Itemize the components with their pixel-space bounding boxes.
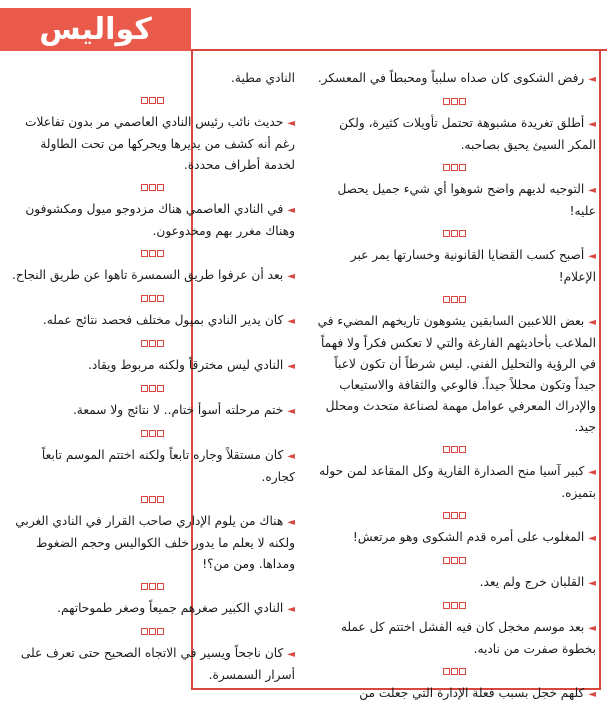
news-item-text: في النادي العاصمي هناك مزدوجو ميول ومكشوفون وهناك مغرر بهم ومخدوعون. [25,202,295,238]
separator-squares [10,380,295,396]
separator-squares [312,441,596,457]
square-icon [157,295,164,302]
square-icon [149,250,156,257]
news-item [312,683,596,705]
square-icon [459,230,466,237]
square-icon [149,628,156,635]
square-icon [451,557,458,564]
separator-squares [10,425,295,441]
square-icon [157,340,164,347]
square-icon [157,97,164,104]
square-icon [443,602,450,609]
separator-squares [312,159,596,175]
separator-squares [312,552,596,568]
square-icon [451,512,458,519]
news-item [10,355,295,377]
news-item [10,643,295,686]
square-icon [149,97,156,104]
bullet-arrow-icon: ◄ [588,467,596,478]
news-item-text: النادي مطية. [231,71,295,85]
bullet-arrow-icon: ◄ [287,205,295,216]
news-item-text: بعد أن عرفوا طريق السمسرة تاهوا عن طريق النجاح. [11,268,284,282]
news-item-text: القلبان خرج ولم يعد. [479,575,585,589]
square-icon [157,385,164,392]
separator-squares [312,225,596,241]
news-item [10,598,295,620]
bullet-arrow-icon: ◄ [287,316,295,327]
news-item [312,572,596,594]
square-icon [141,250,148,257]
news-item [312,179,596,222]
bullet-arrow-icon: ◄ [287,406,295,417]
square-icon [141,97,148,104]
separator-squares [312,291,596,307]
news-item [10,511,295,575]
square-icon [451,164,458,171]
bullet-arrow-icon: ◄ [287,118,295,129]
square-icon [451,668,458,675]
square-icon [157,496,164,503]
square-icon [157,628,164,635]
bullet-arrow-icon: ◄ [287,517,295,528]
square-icon [459,164,466,171]
bullet-arrow-icon: ◄ [588,119,596,130]
square-icon [149,385,156,392]
square-icon [451,602,458,609]
news-item [312,311,596,438]
square-icon [141,628,148,635]
square-icon [443,296,450,303]
square-icon [141,385,148,392]
square-icon [443,668,450,675]
news-item-text: أطلق تغريدة مشبوهة تحتمل تأويلات كثيرة، ولكن المكر السيئ يحيق بصاحبه. [339,116,596,152]
square-icon [141,496,148,503]
bullet-arrow-icon: ◄ [588,623,596,634]
bullet-arrow-icon: ◄ [287,271,295,282]
bullet-arrow-icon: ◄ [588,689,596,700]
news-item-text: النادي ليس مخترقاً ولكنه مربوط ويقاد. [87,358,284,372]
square-icon [459,512,466,519]
news-item-text: ختم مرحلته أسوأ ختام.. لا نتائج ولا سمعة. [72,403,284,417]
news-item [312,113,596,156]
bullet-arrow-icon: ◄ [287,649,295,660]
news-item-text: بعض اللاعبين السابقين يشوهون تاريخهم المضيء في الملاعب بأحاديثهم الفارغة والتي لا تعكس فكراً ولا فهماً في الرؤية والتحليل الفني. ليس شرطاً أن تكون لاعباً جيداً وتكون محللاً جيداً. فالوعي والثقافة والاستيعاب والإدراك المعرفي عوامل مهمة لصناعة متحدث ومحلل جيد. [317,314,596,434]
bullet-arrow-icon: ◄ [588,251,596,262]
news-item-text: التوجيه لديهم واضح شوهوا أي شيء جميل يحصل عليه! [337,182,596,218]
news-item-text: رفض الشكوى كان صداه سلبياً ومحبطاً في المعسكر. [317,71,585,85]
square-icon [141,184,148,191]
news-item-text: كان ناجحاً ويسير في الاتجاه الصحيح حتى تعرف على أسرار السمسرة. [20,646,295,682]
square-icon [157,583,164,590]
bullet-arrow-icon: ◄ [588,185,596,196]
square-icon [149,496,156,503]
right-column [312,68,596,700]
bullet-arrow-icon: ◄ [588,533,596,544]
news-item-text: كان يدير النادي بميول مختلف فحصد نتائج عمله. [42,313,284,327]
news-item [10,68,295,89]
square-icon [459,296,466,303]
square-icon [451,230,458,237]
square-icon [443,98,450,105]
news-item [10,400,295,422]
news-item-text: أصبح كسب القضايا القانونية وخسارتها يمر عبر الإعلام! [350,248,596,284]
separator-squares [10,290,295,306]
news-item [10,112,295,176]
square-icon [141,340,148,347]
square-icon [141,583,148,590]
square-icon [459,668,466,675]
square-icon [443,230,450,237]
separator-squares [10,245,295,261]
bullet-arrow-icon: ◄ [588,74,596,85]
news-item [10,445,295,488]
news-item [312,617,596,660]
news-item [10,310,295,332]
square-icon [451,296,458,303]
news-item-text: بعد موسم مخجل كان فيه الفشل اختتم كل عمله بخطوة صفرت من ناديه. [340,620,596,656]
news-item-text: هناك من يلوم الإداري صاحب القرار في النادي الغربي ولكنه لا يعلم ما يدور خلف الكواليس وحجم الضغوط ومداها. ومن من؟! [15,514,295,571]
separator-squares [10,92,295,108]
separator-squares [10,623,295,639]
news-item [312,461,596,504]
separator-squares [312,93,596,109]
square-icon [149,430,156,437]
square-icon [459,602,466,609]
bullet-arrow-icon: ◄ [287,451,295,462]
news-item [10,265,295,287]
separator-squares [10,179,295,195]
square-icon [149,583,156,590]
bullet-arrow-icon: ◄ [588,317,596,328]
square-icon [451,98,458,105]
news-item-text: حديث نائب رئيس النادي العاصمي مر بدون تفاعلات رغم أنه كشف من يديرها ويحركها من تحت الطاولة لخدمة أطراف محددة. [25,115,295,172]
square-icon [149,295,156,302]
news-item-text: كلهم خجل بسبب فعلة الإدارة التي جعلت من [359,686,585,700]
news-item [10,199,295,242]
square-icon [459,98,466,105]
news-item [312,527,596,549]
news-item-text: المغلوب على أمره قدم الشكوى وهو مرتعش! [352,530,585,544]
separator-squares [312,663,596,679]
separator-squares [312,507,596,523]
news-item-text: النادي الكبير صغرهم جميعاً وصغر طموحاتهم. [57,601,284,615]
square-icon [141,430,148,437]
left-column [10,68,295,680]
square-icon [459,446,466,453]
square-icon [157,184,164,191]
bullet-arrow-icon: ◄ [588,578,596,589]
square-icon [459,557,466,564]
separator-squares [10,335,295,351]
bullet-arrow-icon: ◄ [287,604,295,615]
square-icon [157,430,164,437]
news-item-text: كبير آسيا منح الصدارة القارية وكل المقاعد لمن حوله بتميزه. [319,464,596,500]
square-icon [141,295,148,302]
bullet-arrow-icon: ◄ [287,361,295,372]
separator-squares [10,491,295,507]
square-icon [149,184,156,191]
section-title: كواليس [0,8,191,51]
square-icon [451,446,458,453]
separator-squares [312,597,596,613]
square-icon [443,446,450,453]
separator-squares [10,578,295,594]
square-icon [443,557,450,564]
square-icon [157,250,164,257]
news-item [312,68,596,90]
square-icon [443,512,450,519]
news-item [312,245,596,288]
square-icon [149,340,156,347]
news-item-text: كان مستقلاً وجاره تابعاً ولكنه اختتم الموسم تابعاً كجاره. [41,448,295,484]
square-icon [443,164,450,171]
